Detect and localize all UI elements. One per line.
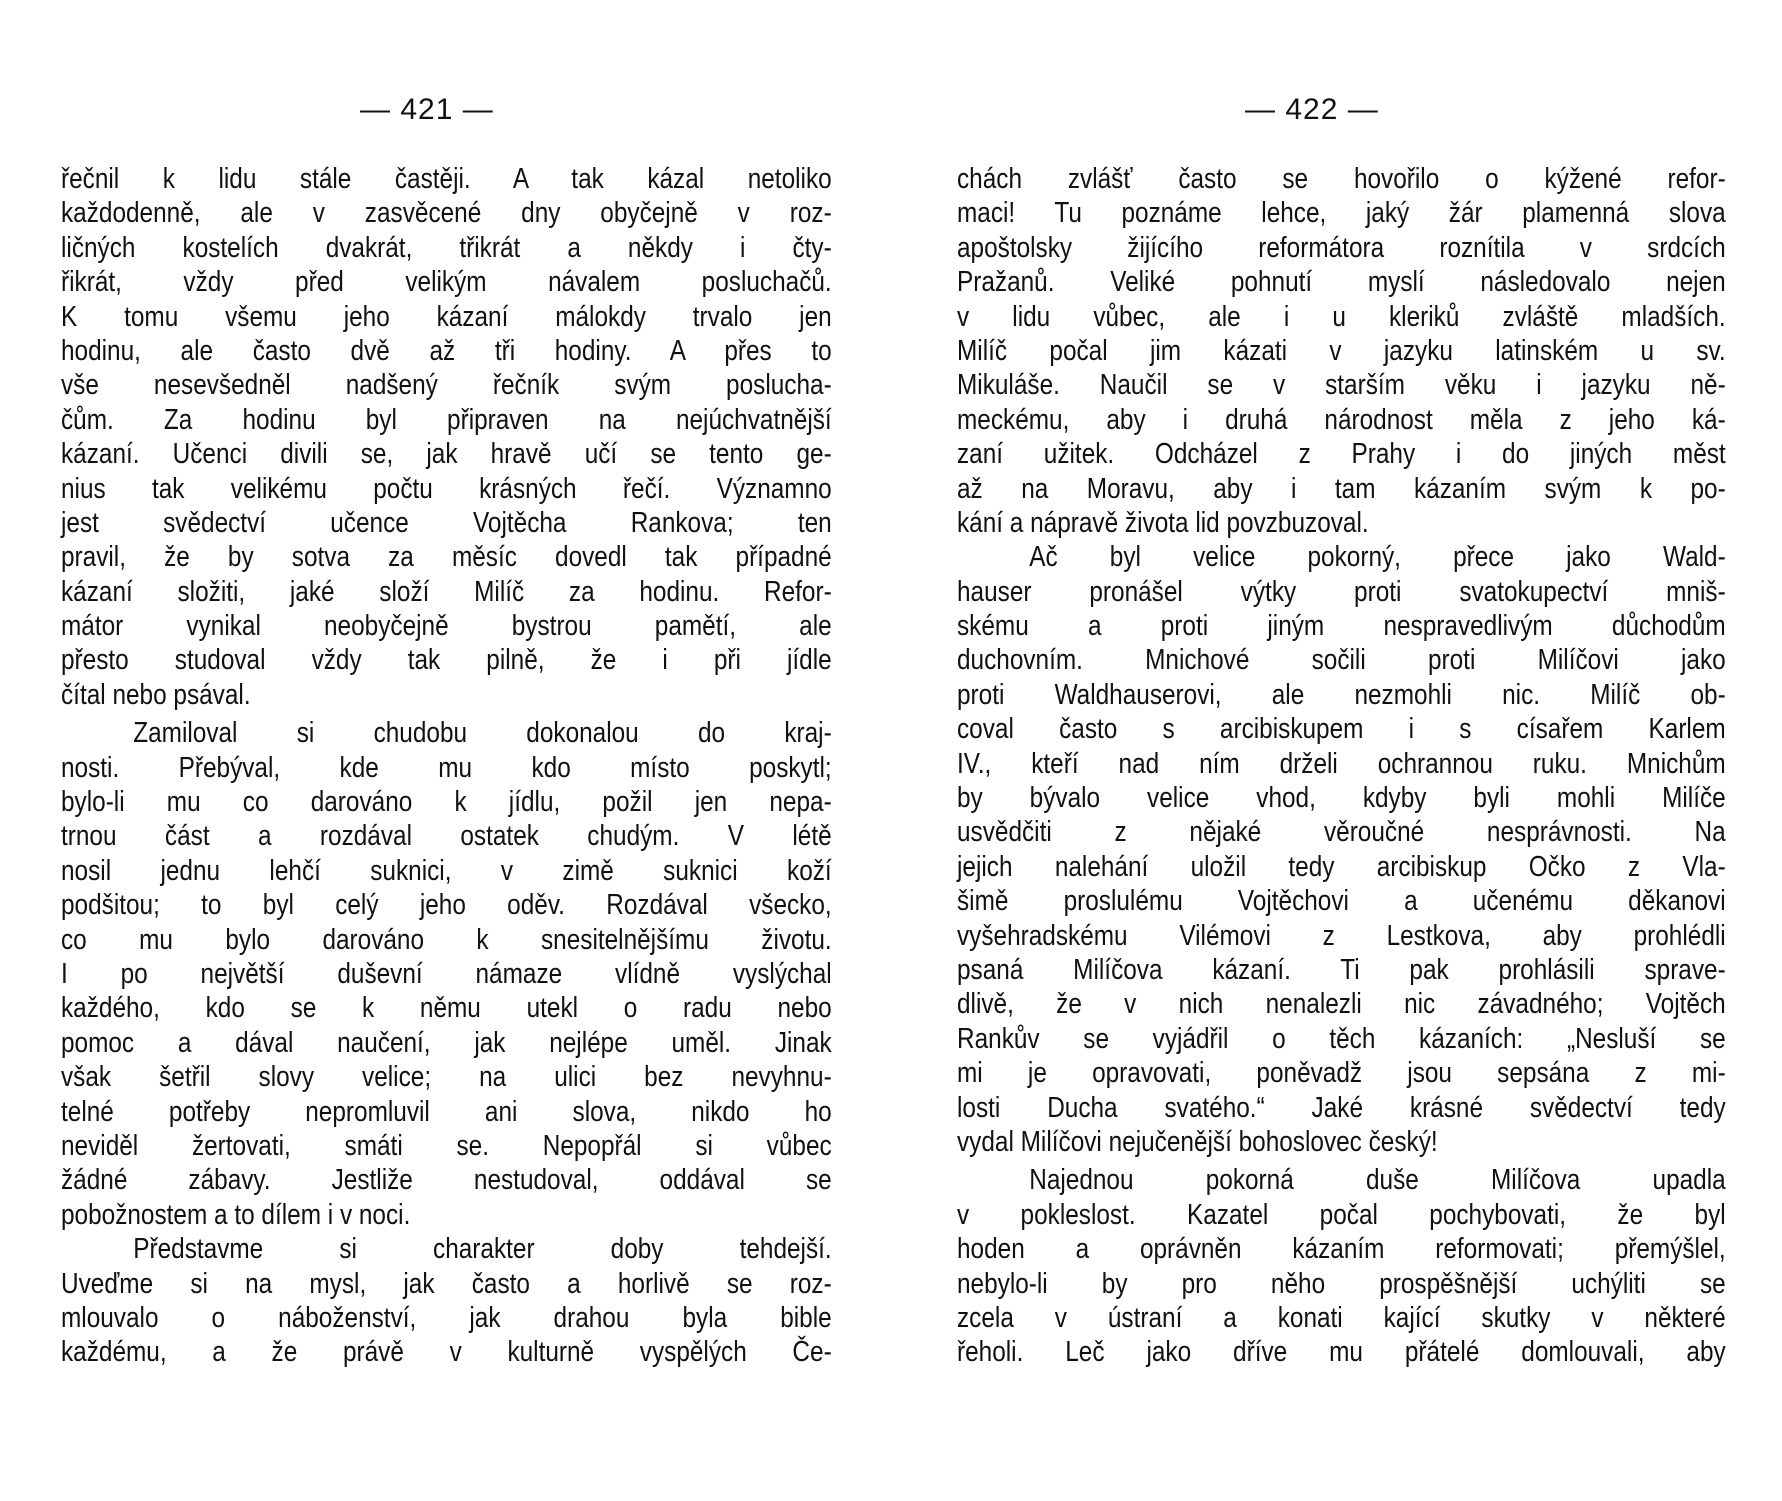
- text-line: vydal Milíčovi nejučenější bohoslovec český!: [957, 1125, 1438, 1158]
- text-line: pomoc a dával naučení, jak nejlépe uměl. Jinak: [61, 1026, 832, 1059]
- text-line: hodinu, ale často dvě až tři hodiny. A přes to: [61, 334, 832, 367]
- text-line: losti Ducha svatého.“ Jaké krásné svědectví tedy: [957, 1091, 1726, 1124]
- text-line: meckému, aby i druhá národnost měla z jeho ká-: [957, 403, 1726, 436]
- text-line: apoštolsky žijícího reformátora roznítila v srdcích: [957, 231, 1726, 264]
- right-page-text: [957, 162, 1726, 1370]
- text-line: Ač byl velice pokorný, přece jako Wald-: [1029, 541, 1726, 574]
- text-line: nius tak velikému počtu krásných řečí. Významno: [61, 472, 832, 505]
- text-line: až na Moravu, aby i tam kázaním svým k po-: [957, 472, 1726, 505]
- text-line: vyšehradskému Vilémovi z Lestkova, aby prohlédli: [957, 919, 1726, 952]
- text-line: Rankův se vyjádřil o těch kázaních: „Nesluší se: [957, 1022, 1726, 1055]
- text-line: zaní užitek. Odcházel z Prahy i do jiných měst: [957, 438, 1726, 471]
- page-number-right: — 422 —: [1245, 93, 1379, 126]
- text-line: nosti. Přebýval, kde mu kdo místo poskytl;: [61, 751, 832, 784]
- text-line: bylo-li mu co darováno k jídlu, požil jen nepa-: [61, 786, 832, 819]
- text-line: Najednou pokorná duše Milíčova upadla: [1029, 1164, 1726, 1197]
- text-line: šimě proslulému Vojtěchovi a učenému děkanovi: [957, 885, 1726, 918]
- text-line: pravil, že by sotva za měsíc dovedl tak případné: [61, 541, 832, 574]
- text-line: Uveďme si na mysl, jak často a horlivě se roz-: [61, 1267, 832, 1300]
- text-line: kázaní složiti, jaké složí Milíč za hodinu. Refor-: [61, 575, 832, 608]
- text-line: Zamiloval si chudobu dokonalou do kraj-: [133, 717, 832, 750]
- text-line: přesto studoval vždy tak pilně, že i při jídle: [61, 644, 832, 677]
- text-line: maci! Tu poznáme lehce, jaký žár plamenná slova: [957, 197, 1726, 230]
- text-line: K tomu všemu jeho kázaní málokdy trvalo jen: [61, 300, 832, 333]
- text-line: vše nesevšedněl nadšený řečník svým poslucha-: [61, 369, 832, 402]
- text-line: ličných kostelích dvakrát, třikrát a někdy i čty-: [61, 231, 832, 264]
- text-line: kázaní. Učenci divili se, jak hravě učí se tento ge-: [61, 438, 832, 471]
- text-line: Představme si charakter doby tehdejší.: [133, 1233, 832, 1266]
- text-line: usvědčiti z nějaké věroučné nesprávnosti. Na: [957, 816, 1726, 849]
- text-line: hauser pronášel výtky proti svatokupectví mniš-: [957, 575, 1726, 608]
- text-line: však šetřil slovy velice; na ulici bez nevyhnu-: [61, 1061, 832, 1094]
- text-line: každému, a že právě v kulturně vyspělých Če-: [61, 1336, 832, 1369]
- text-line: neviděl žertovati, smáti se. Nepopřál si vůbec: [61, 1129, 832, 1162]
- text-line: mi je opravovati, poněvadž jsou sepsána z mi-: [957, 1057, 1726, 1090]
- text-line: psaná Milíčova kázaní. Ti pak prohlásili sprave-: [957, 953, 1726, 986]
- text-line: jest svědectví učence Vojtěcha Rankova; ten: [61, 506, 832, 539]
- text-line: telné potřeby nepromluvil ani slova, nikdo ho: [61, 1095, 832, 1128]
- text-line: Milíč počal jim kázati v jazyku latinském u sv.: [957, 334, 1726, 367]
- text-line: dlivě, že v nich nenalezli nic závadného; Vojtěch: [957, 988, 1726, 1021]
- text-line: duchovním. Mnichové sočili proti Milíčovi jako: [957, 644, 1726, 677]
- text-line: čům. Za hodinu byl připraven na nejúchvatnější: [61, 403, 832, 436]
- text-line: by bývalo velice vhod, kdyby byli mohli Milíče: [957, 782, 1726, 815]
- text-line: IV., kteří nad ním drželi ochrannou ruku. Mnichům: [957, 747, 1726, 780]
- text-line: řeholi. Leč jako dříve mu přátelé domlouvali, aby: [957, 1336, 1726, 1369]
- text-line: řečnil k lidu stále častěji. A tak kázal netoliko: [61, 163, 832, 195]
- text-line: mátor vynikal neobyčejně bystrou pamětí, ale: [61, 610, 832, 643]
- text-line: I po největší duševní námaze vlídně vyslýchal: [61, 957, 832, 990]
- text-line: nosil jednu lehčí suknici, v zimě suknici koží: [61, 854, 832, 887]
- text-line: pobožnostem a to dílem i v noci.: [61, 1198, 411, 1231]
- text-line: hoden a oprávněn kázaním reformovati; přemýšlel,: [957, 1233, 1726, 1266]
- text-line: v pokleslost. Kazatel počal pochybovati, že byl: [957, 1198, 1726, 1231]
- text-line: Mikuláše. Naučil se v starším věku i jazyku ně-: [957, 369, 1726, 402]
- text-line: kání a nápravě života lid povzbuzoval.: [957, 506, 1369, 539]
- text-line: Pražanů. Veliké pohnutí myslí následovalo nejen: [957, 266, 1726, 299]
- text-line: v lidu vůbec, ale i u kleriků zvláště mladších.: [957, 300, 1726, 333]
- text-line: každého, kdo se k němu utekl o radu nebo: [61, 992, 832, 1025]
- text-line: proti Waldhauserovi, ale nezmohli nic. Milíč ob-: [957, 678, 1726, 711]
- text-line: chách zvlášť často se hovořilo o kýžené refor-: [957, 163, 1726, 195]
- text-line: podšitou; to byl celý jeho oděv. Rozdával všecko,: [61, 889, 832, 922]
- right-page: [891, 0, 1782, 1501]
- text-line: jejich nalehání uložil tedy arcibiskup Očko z Vla-: [957, 850, 1726, 883]
- text-line: coval často s arcibiskupem i s císařem Karlem: [957, 713, 1726, 746]
- text-line: mlouvalo o náboženství, jak drahou byla bible: [61, 1301, 832, 1334]
- text-line: nebylo-li by pro něho prospěšnější uchýliti se: [957, 1267, 1726, 1300]
- page-number-left: — 421 —: [360, 93, 494, 126]
- text-line: čítal nebo psával.: [61, 678, 251, 711]
- text-line: co mu bylo darováno k snesitelnějšímu životu.: [61, 923, 832, 956]
- text-line: žádné zábavy. Jestliže nestudoval, oddával se: [61, 1164, 832, 1197]
- text-line: trnou část a rozdával ostatek chudým. V létě: [61, 820, 832, 853]
- text-line: řikrát, vždy před velikým návalem posluchačů.: [61, 266, 832, 299]
- text-line: každodenně, ale v zasvěcené dny obyčejně v roz-: [61, 197, 832, 230]
- text-line: skému a proti jiným nespravedlivým důchodům: [957, 610, 1726, 643]
- text-line: zcela v ústraní a konati kající skutky v některé: [957, 1301, 1726, 1334]
- left-page-text: [61, 162, 832, 1370]
